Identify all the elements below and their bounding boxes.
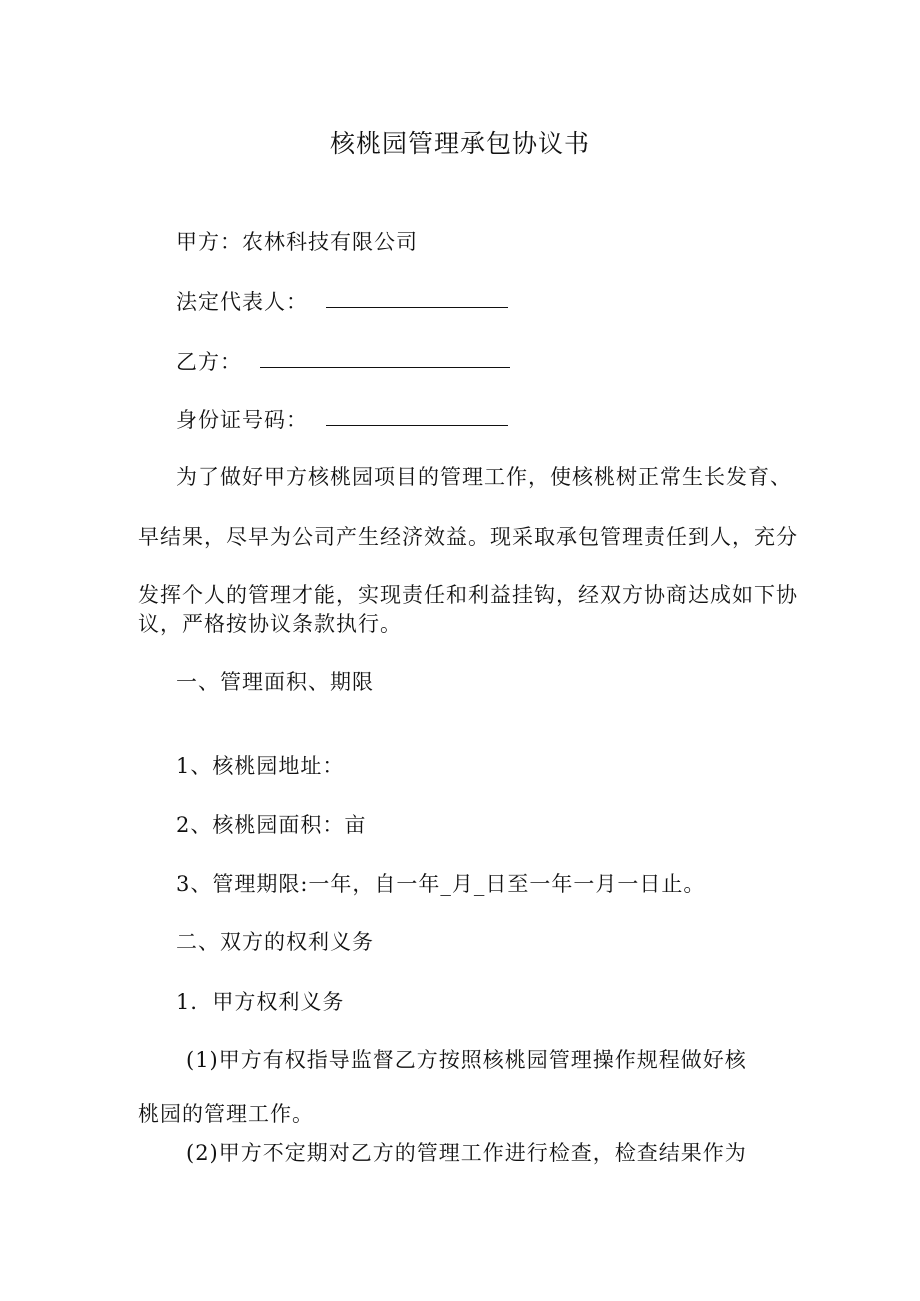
intro-line-4: 议，严格按协议条款执行。: [138, 612, 402, 636]
section-2-heading: 二、双方的权利义务: [176, 930, 374, 954]
legal-rep-label: 法定代表人：: [176, 290, 308, 314]
party-a-line: 甲方：农林科技有限公司: [176, 230, 418, 254]
item-1: 1、核桃园地址：: [176, 754, 345, 778]
intro-line-1: 为了做好甲方核桃园项目的管理工作，使核桃树正常生长发育、: [176, 465, 792, 489]
intro-line-2: 早结果，尽早为公司产生经济效益。现采取承包管理责任到人，充分: [138, 525, 798, 549]
clause-1-line-1: (1)甲方有权指导监督乙方按照核桃园管理操作规程做好核: [186, 1048, 747, 1072]
clause-2-line-1: (2)甲方不定期对乙方的管理工作进行检查，检查结果作为: [186, 1141, 747, 1165]
item-2: 2、核桃园面积：亩: [176, 813, 367, 837]
id-number-label: 身份证号码：: [176, 408, 308, 432]
sub-1-heading: 1．甲方权利义务: [176, 990, 345, 1014]
document-title: 核桃园管理承包协议书: [329, 129, 590, 158]
id-number-blank: [326, 424, 508, 426]
clause-1-line-2: 桃园的管理工作。: [138, 1102, 314, 1126]
section-1-heading: 一、管理面积、期限: [176, 670, 374, 694]
intro-line-3: 发挥个人的管理才能，实现责任和利益挂钩，经双方协商达成如下协: [138, 583, 798, 607]
party-b-line: [176, 352, 510, 373]
legal-rep-line: [176, 292, 508, 313]
party-b-blank: [260, 366, 510, 368]
item-3: 3、管理期限:一年，自一年_月_日至一年一月一日止。: [176, 872, 706, 896]
id-number-line: [176, 410, 508, 431]
party-b-label: 乙方：: [176, 350, 242, 374]
legal-rep-blank: [326, 306, 508, 308]
